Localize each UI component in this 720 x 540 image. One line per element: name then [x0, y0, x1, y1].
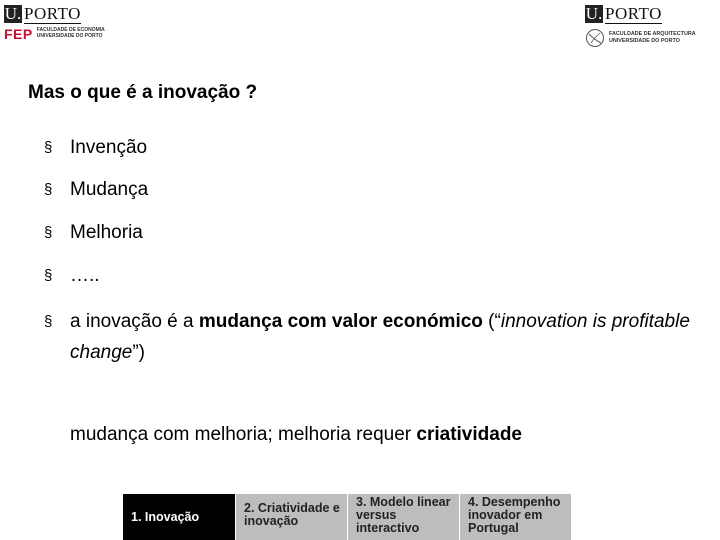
bullet-marker-icon: § — [44, 181, 53, 198]
bullet-marker-icon: § — [44, 267, 53, 284]
u-mark: U. — [585, 4, 603, 23]
fep-acronym: FEP — [4, 26, 33, 42]
definition-text: a inovação é a — [70, 311, 199, 332]
definition-quote: innovation is profitable change — [70, 311, 690, 363]
bullet-text: Invenção — [70, 137, 148, 158]
fep-logo — [0, 0, 122, 46]
definition-open-quote: (“ — [482, 311, 501, 332]
porto-word: PORTO — [24, 3, 81, 23]
definition-close-quote: ”) — [132, 342, 145, 363]
faup-emblem-icon — [585, 28, 605, 48]
university-name: UNIVERSIDADE DO PORTO — [36, 33, 103, 39]
uporto-wordmark — [585, 4, 720, 24]
porto-word: PORTO — [605, 3, 662, 23]
closing-emphasis: criatividade — [416, 424, 522, 445]
bullet-marker-icon: § — [44, 224, 53, 241]
faculty-name: FACULDADE DE ARQUITECTURA — [609, 31, 696, 37]
bullet-item — [44, 221, 143, 244]
nav-item-criatividade[interactable]: 2. Criatividade e inovação — [235, 494, 347, 540]
closing-statement — [70, 424, 522, 446]
bullet-marker-icon: § — [44, 313, 53, 330]
bullet-item — [44, 136, 147, 159]
bullet-text: Melhoria — [70, 222, 143, 243]
university-name: UNIVERSIDADE DO PORTO — [609, 37, 680, 44]
bullet-item — [44, 178, 148, 201]
definition-emphasis: mudança com valor económico — [198, 311, 483, 332]
faup-logo — [585, 4, 720, 54]
bullet-text: ….. — [70, 265, 100, 286]
slide-title: Mas o que é a inovação ? — [28, 82, 258, 103]
nav-item-desempenho[interactable]: 4. Desempenho inovador em Portugal — [459, 494, 571, 540]
uporto-wordmark — [4, 4, 122, 24]
bullet-item — [44, 264, 100, 287]
nav-item-modelo[interactable]: 3. Modelo linear versus interactivo — [347, 494, 459, 540]
closing-text: mudança com melhoria; melhoria requer — [70, 424, 417, 445]
bullet-item-definition — [44, 306, 710, 368]
nav-item-inovacao[interactable]: 1. Inovação — [123, 494, 235, 540]
faculty-name: FACULDADE DE ECONOMIA — [36, 27, 105, 33]
u-mark: U. — [4, 4, 22, 23]
bullet-text: Mudança — [70, 179, 149, 200]
section-nav — [123, 494, 571, 540]
bullet-marker-icon: § — [44, 139, 53, 156]
